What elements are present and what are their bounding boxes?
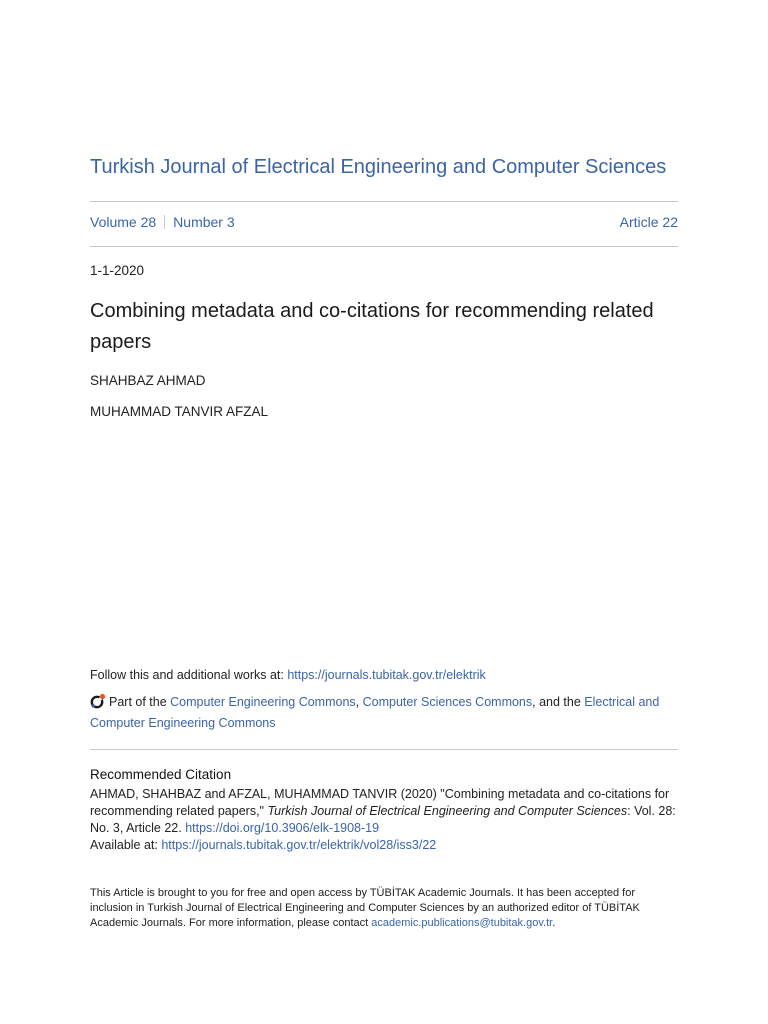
available-at-link[interactable]: https://journals.tubitak.gov.tr/elektrik/vol28/iss3/22 xyxy=(161,838,437,852)
available-at-prefix: Available at: xyxy=(90,838,162,852)
cover-page xyxy=(90,0,678,1024)
part-of-prefix: Part of the xyxy=(109,695,171,709)
citation-body xyxy=(90,786,678,854)
contact-email-link[interactable]: academic.publications@tubitak.gov.tr xyxy=(371,917,553,929)
paper-title: Combining metadata and co-citations for recommending related papers xyxy=(90,300,654,353)
citation-journal: Turkish Journal of Electrical Engineering and Computer Sciences xyxy=(267,804,628,818)
author-1: SHAHBAZ AHMAD xyxy=(90,373,206,388)
follow-line xyxy=(90,668,486,682)
recommended-citation-heading: Recommended Citation xyxy=(90,767,232,782)
issue-row xyxy=(90,214,678,230)
issue-separator xyxy=(164,215,165,229)
author-2: MUHAMMAD TANVIR AFZAL xyxy=(90,404,269,419)
comma-separator: , xyxy=(355,695,363,709)
follow-url-link[interactable]: https://journals.tubitak.gov.tr/elektrik xyxy=(287,668,486,682)
doi-link[interactable]: https://doi.org/10.3906/elk-1908-19 xyxy=(185,821,380,835)
electrical-computer-engineering-commons-link[interactable]: Electrical and Computer Engineering Commons xyxy=(90,695,660,730)
access-notice-text: This Article is brought to you for free and open access by TÜBİTAK Academic Journals. It has been accepted for inclusion in Turkish Journal of Electrical Engineering and Computer Sciences by an authorized editor of TÜBİTAK Academic Journals. For more information, please contact xyxy=(90,887,640,929)
access-notice xyxy=(90,886,678,931)
publication-date: 1-1-2020 xyxy=(90,263,145,278)
network-commons-icon xyxy=(90,693,106,709)
top-divider xyxy=(90,201,678,202)
computer-sciences-commons-link[interactable]: Computer Sciences Commons xyxy=(362,695,533,709)
follow-prefix: Follow this and additional works at: xyxy=(90,668,288,682)
citation-text-2: : Vol. 28: No. 3, Article 22. xyxy=(90,804,676,835)
issue-divider xyxy=(90,246,678,247)
journal-title-link[interactable]: Turkish Journal of Electrical Engineering and Computer Sciences xyxy=(90,156,667,178)
access-notice-end: . xyxy=(552,917,556,929)
number-link[interactable]: Number 3 xyxy=(173,214,235,230)
computer-engineering-commons-link[interactable]: Computer Engineering Commons xyxy=(170,695,356,709)
citation-text-1: AHMAD, SHAHBAZ and AFZAL, MUHAMMAD TANVIR (2020) "Combining metadata and co-citations for recommending related papers," xyxy=(90,787,670,818)
citation-divider xyxy=(90,749,678,750)
and-the-text: , and the xyxy=(532,695,585,709)
part-of-line xyxy=(90,692,678,734)
volume-link[interactable]: Volume 28 xyxy=(90,214,157,230)
article-link[interactable]: Article 22 xyxy=(619,214,678,230)
